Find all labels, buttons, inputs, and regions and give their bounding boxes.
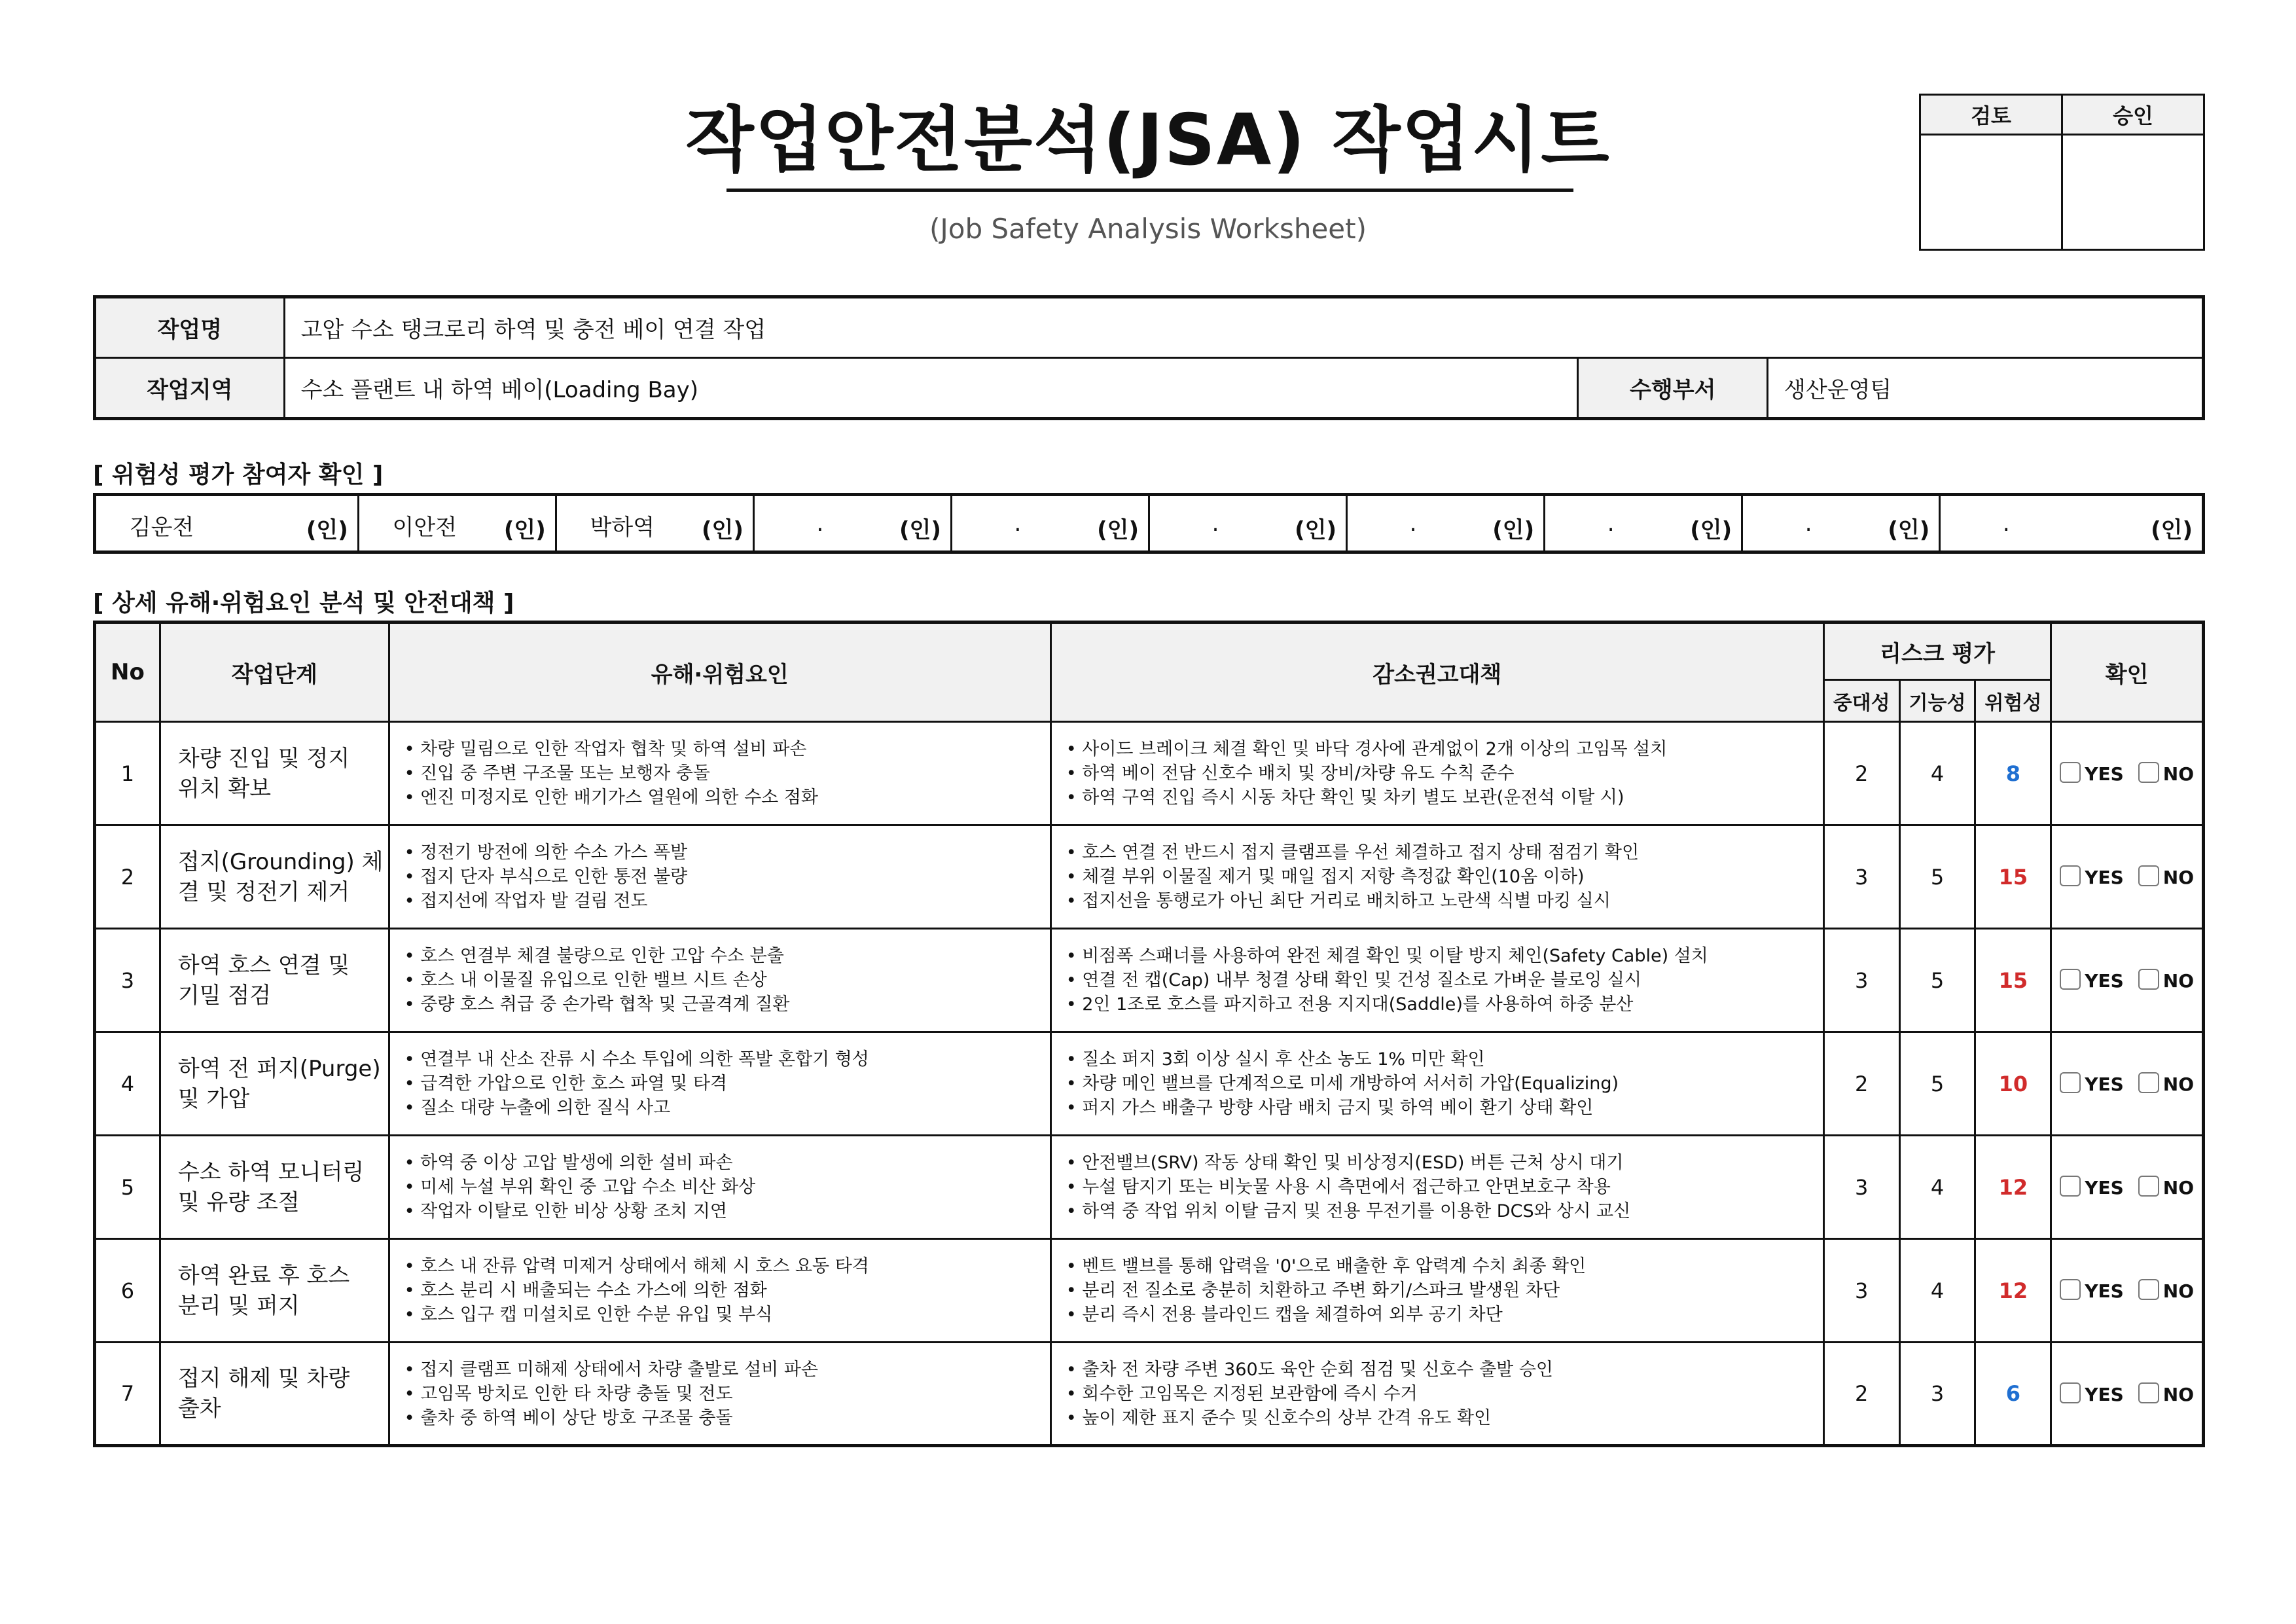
risk-value: 6 <box>1975 1343 2051 1446</box>
hazard-cell <box>389 722 1050 825</box>
participant-cell[interactable] <box>95 495 359 552</box>
area-label: 작업지역 <box>95 358 285 419</box>
measure-item: • 접지선을 통행로가 아닌 최단 거리로 배치하고 노란색 식별 마킹 실시 <box>1066 891 1611 911</box>
participant-cell[interactable] <box>951 495 1149 552</box>
measure-cell <box>1050 1343 1823 1446</box>
checkbox-icon[interactable] <box>2138 762 2159 783</box>
col-header-hazard: 유해·위험요인 <box>389 623 1050 722</box>
confirm-cell <box>2051 1239 2204 1343</box>
step-line: 분리 및 퍼지 <box>177 1292 300 1319</box>
hazard-cell <box>389 825 1050 929</box>
hazard-item: • 정전기 방전에 의한 수소 가스 폭발 <box>404 842 688 863</box>
confirm-cell <box>2051 929 2204 1032</box>
participant-seal: (인) <box>1492 517 1535 543</box>
participant-seal: (인) <box>2151 517 2193 543</box>
review-header: 검토 <box>1920 95 2062 135</box>
participant-seal: (인) <box>1690 517 1732 543</box>
step-cell <box>160 825 389 929</box>
col-header-likelihood: 기능성 <box>1899 680 1975 722</box>
measure-item: • 누설 탐지기 또는 비눗물 사용 시 측면에서 접근하고 안면보호구 착용 <box>1066 1177 1611 1197</box>
measure-cell <box>1050 722 1823 825</box>
no-label: NO <box>2162 1074 2195 1095</box>
step-line: 하역 완료 후 호스 <box>177 1262 350 1289</box>
checkbox-icon[interactable] <box>2060 762 2081 783</box>
participants-table <box>93 493 2205 554</box>
hazard-item: • 호스 연결부 체결 불량으로 인한 고압 수소 분출 <box>404 946 784 966</box>
hazard-item: • 접지 클램프 미해제 상태에서 차량 출발로 설비 파손 <box>404 1359 818 1380</box>
yes-checkbox[interactable] <box>2060 1074 2124 1095</box>
checkbox-icon[interactable] <box>2138 865 2159 886</box>
no-checkbox[interactable] <box>2138 1177 2194 1199</box>
likelihood-value: 5 <box>1899 929 1975 1032</box>
checkbox-icon[interactable] <box>2060 1279 2081 1300</box>
row-number: 3 <box>95 929 160 1032</box>
participant-name: 이안전 <box>392 514 457 541</box>
participant-blank: . <box>1607 511 1615 537</box>
participant-cell[interactable] <box>1940 495 2204 552</box>
checkbox-icon[interactable] <box>2138 1382 2159 1403</box>
approve-sign-cell[interactable] <box>2062 135 2204 250</box>
participant-seal: (인) <box>899 517 941 543</box>
likelihood-value: 5 <box>1899 825 1975 929</box>
checkbox-icon[interactable] <box>2138 969 2159 990</box>
confirm-cell <box>2051 1032 2204 1136</box>
participant-blank: . <box>816 511 824 537</box>
col-header-confirm: 확인 <box>2051 623 2204 722</box>
approval-box <box>1919 94 2205 251</box>
participant-seal: (인) <box>1888 517 1930 543</box>
no-label: NO <box>2162 1177 2195 1199</box>
participant-cell[interactable] <box>358 495 556 552</box>
yes-checkbox[interactable] <box>2060 1177 2124 1199</box>
hazard-item: • 중량 호스 취급 중 손가락 협착 및 근골격계 질환 <box>404 994 790 1015</box>
yes-label: YES <box>2085 970 2124 992</box>
risk-value: 15 <box>1975 825 2051 929</box>
hazard-item: • 급격한 가압으로 인한 호스 파열 및 타격 <box>404 1074 727 1094</box>
analysis-table <box>93 621 2205 1447</box>
step-line: 접지(Grounding) 체 <box>177 848 384 875</box>
row-number: 2 <box>95 825 160 929</box>
col-header-risk: 위험성 <box>1975 680 2051 722</box>
measure-item: • 비점폭 스패너를 사용하여 완전 체결 확인 및 이탈 방지 체인(Safety Cable) 설치 <box>1066 946 1708 966</box>
severity-value: 3 <box>1823 1239 1899 1343</box>
step-cell <box>160 1136 389 1239</box>
approve-header: 승인 <box>2062 95 2204 135</box>
severity-value: 2 <box>1823 1343 1899 1446</box>
participant-cell[interactable] <box>1545 495 1742 552</box>
step-line: 결 및 정전기 제거 <box>177 878 350 905</box>
likelihood-value: 4 <box>1899 722 1975 825</box>
hazard-item: • 출차 중 하역 베이 상단 방호 구조물 충돌 <box>404 1407 733 1428</box>
step-line: 하역 전 퍼지(Purge) <box>177 1055 381 1082</box>
participant-cell[interactable] <box>1149 495 1347 552</box>
checkbox-icon[interactable] <box>2060 865 2081 886</box>
col-header-measure: 감소권고대책 <box>1050 623 1823 722</box>
table-row <box>95 1239 2204 1343</box>
checkbox-icon[interactable] <box>2060 1072 2081 1093</box>
participant-blank: . <box>2002 511 2010 537</box>
col-header-risk-group: 리스크 평가 <box>1823 623 2051 680</box>
hazard-item: • 작업자 이탈로 인한 비상 상황 조치 지연 <box>404 1201 727 1221</box>
row-number: 1 <box>95 722 160 825</box>
confirm-cell <box>2051 722 2204 825</box>
participant-blank: . <box>1804 511 1812 537</box>
confirm-cell <box>2051 1343 2204 1446</box>
step-line: 수소 하역 모니터링 <box>177 1159 365 1185</box>
step-line: 위치 확보 <box>177 775 272 802</box>
row-number: 4 <box>95 1032 160 1136</box>
no-label: NO <box>2162 763 2195 785</box>
hazard-item: • 엔진 미정지로 인한 배기가스 열원에 의한 수소 점화 <box>404 787 818 808</box>
hazard-cell <box>389 1032 1050 1136</box>
measure-item: • 분리 전 질소로 충분히 치환하고 주변 화기/스파크 발생원 차단 <box>1066 1280 1560 1301</box>
participant-cell[interactable] <box>1347 495 1545 552</box>
no-label: NO <box>2162 1280 2195 1302</box>
severity-value: 2 <box>1823 1032 1899 1136</box>
step-line: 및 유량 조절 <box>177 1189 300 1216</box>
table-row <box>95 825 2204 929</box>
severity-value: 3 <box>1823 825 1899 929</box>
risk-value: 15 <box>1975 929 2051 1032</box>
yes-label: YES <box>2085 1177 2124 1199</box>
review-sign-cell[interactable] <box>1920 135 2062 250</box>
hazard-item: • 접지 단자 부식으로 인한 통전 불량 <box>404 867 688 887</box>
no-label: NO <box>2162 1383 2195 1405</box>
step-line: 차량 진입 및 정지 <box>177 745 350 772</box>
checkbox-icon[interactable] <box>2138 1279 2159 1300</box>
hazard-item: • 질소 대량 누출에 의한 질식 사고 <box>404 1098 671 1118</box>
participant-cell[interactable] <box>753 495 951 552</box>
hazard-cell <box>389 929 1050 1032</box>
measure-item: • 회수한 고임목은 지정된 보관함에 즉시 수거 <box>1066 1383 1418 1404</box>
participants-section-title: [ 위험성 평가 참여자 확인 ] <box>93 461 384 488</box>
row-number: 6 <box>95 1239 160 1343</box>
likelihood-value: 5 <box>1899 1032 1975 1136</box>
hazard-item: • 접지선에 작업자 발 걸림 전도 <box>404 891 648 911</box>
likelihood-value: 3 <box>1899 1343 1975 1446</box>
yes-checkbox[interactable] <box>2060 970 2124 992</box>
step-cell <box>160 1239 389 1343</box>
participant-seal: (인) <box>1097 517 1139 543</box>
no-checkbox[interactable] <box>2138 763 2194 785</box>
confirm-cell <box>2051 825 2204 929</box>
job-name-value[interactable]: 고압 수소 탱크로리 하역 및 충전 베이 연결 작업 <box>284 297 2203 358</box>
measure-item: • 높이 제한 표지 준수 및 신호수의 상부 간격 유도 확인 <box>1066 1407 1492 1428</box>
measure-cell <box>1050 1136 1823 1239</box>
measure-item: • 호스 연결 전 반드시 접지 클램프를 우선 체결하고 접지 상태 점검기 확인 <box>1066 842 1640 863</box>
no-checkbox[interactable] <box>2138 970 2194 992</box>
yes-label: YES <box>2085 1383 2124 1405</box>
checkbox-icon[interactable] <box>2060 969 2081 990</box>
measure-item: • 하역 구역 진입 즉시 시동 차단 확인 및 차키 별도 보관(운전석 이탈 시) <box>1066 787 1624 808</box>
participant-cell[interactable] <box>1742 495 1940 552</box>
yes-label: YES <box>2085 1280 2124 1302</box>
step-cell <box>160 1343 389 1446</box>
col-header-step: 작업단계 <box>160 623 389 722</box>
yes-checkbox[interactable] <box>2060 763 2124 785</box>
dept-label: 수행부서 <box>1578 358 1768 419</box>
no-checkbox[interactable] <box>2138 1384 2194 1405</box>
measure-item: • 하역 베이 전담 신호수 배치 및 장비/차량 유도 수칙 준수 <box>1066 763 1515 784</box>
measure-item: • 사이드 브레이크 체결 확인 및 바닥 경사에 관계없이 2개 이상의 고임목 설치 <box>1066 739 1668 759</box>
col-header-severity: 중대성 <box>1823 680 1899 722</box>
measure-item: • 체결 부위 이물질 제거 및 매일 접지 저항 측정값 확인(10옴 이하) <box>1066 867 1585 887</box>
measure-item: • 질소 퍼지 3회 이상 실시 후 산소 농도 1% 미만 확인 <box>1066 1049 1485 1070</box>
participant-blank: . <box>1014 511 1022 537</box>
yes-checkbox[interactable] <box>2060 1384 2124 1405</box>
step-line: 접지 해제 및 차량 <box>177 1365 350 1392</box>
risk-value: 10 <box>1975 1032 2051 1136</box>
participant-seal: (인) <box>1295 517 1337 543</box>
table-row <box>95 722 2204 825</box>
measure-item: • 연결 전 캡(Cap) 내부 청결 상태 확인 및 건성 질소로 가벼운 블로잉 실시 <box>1066 970 1641 990</box>
hazard-item: • 차량 밀림으로 인한 작업자 협착 및 하역 설비 파손 <box>404 739 807 759</box>
participant-name: 박하역 <box>590 514 655 541</box>
yes-label: YES <box>2085 1074 2124 1095</box>
risk-value: 8 <box>1975 722 2051 825</box>
participant-name: 김운전 <box>129 514 194 541</box>
table-row <box>95 929 2204 1032</box>
risk-value: 12 <box>1975 1239 2051 1343</box>
page-subtitle: (Job Safety Analysis Worksheet) <box>929 213 1367 245</box>
likelihood-value: 4 <box>1899 1239 1975 1343</box>
checkbox-icon[interactable] <box>2138 1176 2159 1197</box>
measure-cell <box>1050 825 1823 929</box>
no-label: NO <box>2162 970 2195 992</box>
participant-blank: . <box>1211 511 1219 537</box>
col-header-no: No <box>95 623 160 722</box>
step-line: 출차 <box>177 1396 221 1422</box>
yes-label: YES <box>2085 867 2124 888</box>
checkbox-icon[interactable] <box>2060 1382 2081 1403</box>
severity-value: 2 <box>1823 722 1899 825</box>
step-cell <box>160 929 389 1032</box>
hazard-item: • 하역 중 이상 고압 발생에 의한 설비 파손 <box>404 1153 733 1173</box>
table-row <box>95 1136 2204 1239</box>
measure-item: • 하역 중 작업 위치 이탈 금지 및 전용 무전기를 이용한 DCS와 상시 교신 <box>1066 1201 1631 1221</box>
title-underline <box>726 189 1573 192</box>
measure-cell <box>1050 1239 1823 1343</box>
hazard-item: • 진입 중 주변 구조물 또는 보행자 충돌 <box>404 763 710 784</box>
likelihood-value: 4 <box>1899 1136 1975 1239</box>
severity-value: 3 <box>1823 1136 1899 1239</box>
job-info-table <box>93 295 2205 420</box>
hazard-cell <box>389 1343 1050 1446</box>
job-name-label: 작업명 <box>95 297 285 358</box>
yes-label: YES <box>2085 763 2124 785</box>
no-checkbox[interactable] <box>2138 867 2194 888</box>
measure-item: • 안전밸브(SRV) 작동 상태 확인 및 비상정지(ESD) 버튼 근처 상시 대기 <box>1066 1153 1624 1173</box>
hazard-item: • 호스 내 잔류 압력 미제거 상태에서 해체 시 호스 요동 타격 <box>404 1256 869 1276</box>
hazard-item: • 고임목 방치로 인한 타 차량 충돌 및 전도 <box>404 1383 733 1404</box>
measure-item: • 출차 전 차량 주변 360도 육안 순회 점검 및 신호수 출발 승인 <box>1066 1359 1554 1380</box>
row-number: 7 <box>95 1343 160 1446</box>
step-line: 및 가압 <box>177 1085 250 1112</box>
table-row <box>95 1032 2204 1136</box>
checkbox-icon[interactable] <box>2060 1176 2081 1197</box>
analysis-section-title: [ 상세 유해·위험요인 분석 및 안전대책 ] <box>93 590 514 617</box>
area-value[interactable]: 수소 플랜트 내 하역 베이(Loading Bay) <box>284 358 1578 419</box>
step-line: 하역 호스 연결 및 <box>177 952 350 979</box>
measure-item: • 2인 1조로 호스를 파지하고 전용 지지대(Saddle)를 사용하여 하중 분산 <box>1066 994 1634 1015</box>
hazard-item: • 호스 입구 캡 미설치로 인한 수분 유입 및 부식 <box>404 1305 773 1325</box>
hazard-cell <box>389 1136 1050 1239</box>
measure-cell <box>1050 1032 1823 1136</box>
hazard-item: • 호스 내 이물질 유입으로 인한 밸브 시트 손상 <box>404 970 767 990</box>
page-title: 작업안전분석(JSA) 작업시트 <box>685 99 1611 181</box>
participant-seal: (인) <box>701 517 744 543</box>
participant-cell[interactable] <box>556 495 753 552</box>
yes-checkbox[interactable] <box>2060 1280 2124 1302</box>
step-line: 기밀 점검 <box>177 982 272 1009</box>
measure-cell <box>1050 929 1823 1032</box>
severity-value: 3 <box>1823 929 1899 1032</box>
measure-item: • 벤트 밸브를 통해 압력을 '0'으로 배출한 후 압력계 수치 최종 확인 <box>1066 1256 1587 1276</box>
measure-item: • 차량 메인 밸브를 단계적으로 미세 개방하여 서서히 가압(Equalizing) <box>1066 1074 1619 1094</box>
hazard-item: • 미세 누설 부위 확인 중 고압 수소 비산 화상 <box>404 1177 756 1197</box>
confirm-cell <box>2051 1136 2204 1239</box>
step-cell <box>160 722 389 825</box>
participant-blank: . <box>1409 511 1417 537</box>
no-checkbox[interactable] <box>2138 1074 2194 1095</box>
hazard-item: • 호스 분리 시 배출되는 수소 가스에 의한 점화 <box>404 1280 767 1301</box>
checkbox-icon[interactable] <box>2138 1072 2159 1093</box>
row-number: 5 <box>95 1136 160 1239</box>
dept-value[interactable]: 생산운영팀 <box>1768 358 2204 419</box>
step-cell <box>160 1032 389 1136</box>
table-row <box>95 1343 2204 1446</box>
measure-item: • 퍼지 가스 배출구 방향 사람 배치 금지 및 하역 베이 환기 상태 확인 <box>1066 1098 1594 1118</box>
measure-item: • 분리 즉시 전용 블라인드 캡을 체결하여 외부 공기 차단 <box>1066 1305 1503 1325</box>
yes-checkbox[interactable] <box>2060 867 2124 888</box>
hazard-cell <box>389 1239 1050 1343</box>
no-label: NO <box>2162 867 2195 888</box>
participant-seal: (인) <box>306 517 348 543</box>
risk-value: 12 <box>1975 1136 2051 1239</box>
hazard-item: • 연결부 내 산소 잔류 시 수소 투입에 의한 폭발 혼합기 형성 <box>404 1049 869 1070</box>
no-checkbox[interactable] <box>2138 1280 2194 1302</box>
participant-seal: (인) <box>503 517 546 543</box>
